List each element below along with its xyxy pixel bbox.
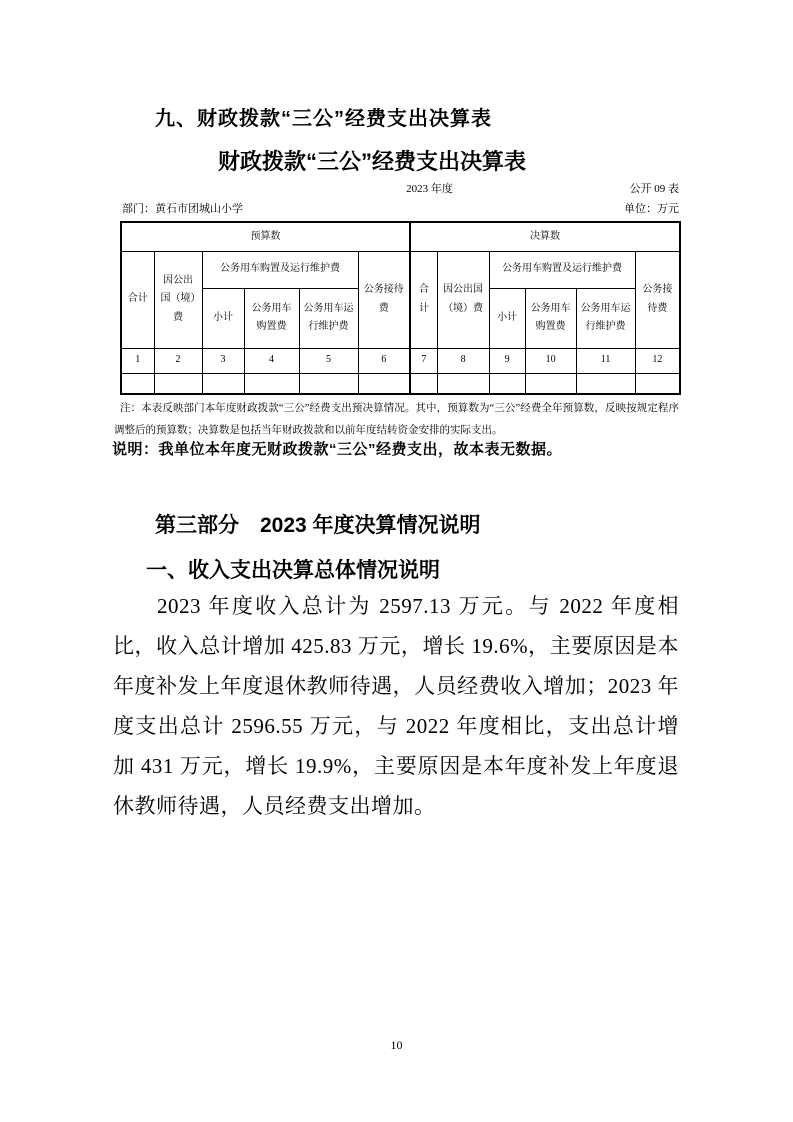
final-subtotal-header: 小计 (489, 288, 525, 348)
budget-reception-header: 公务接待费 (358, 251, 410, 348)
data-cell (525, 373, 576, 394)
no-data-statement: 说明：我单位本年度无财政拨款“三公”经费支出，故本表无数据。 (112, 441, 563, 458)
budget-vehicle-purchase-header: 公务用车购置费 (244, 288, 299, 348)
col-number: 12 (635, 348, 680, 373)
data-cell (299, 373, 358, 394)
data-cell (358, 373, 410, 394)
final-group-header: 决算数 (410, 222, 680, 251)
data-cell (121, 373, 154, 394)
data-cell (244, 373, 299, 394)
col-number: 6 (358, 348, 410, 373)
final-vehicle-purchase-header: 公务用车购置费 (525, 288, 576, 348)
budget-total-header: 合计 (121, 251, 154, 348)
column-number-row (121, 348, 680, 373)
data-cell (154, 373, 202, 394)
col-number: 2 (154, 348, 202, 373)
data-cell (410, 373, 437, 394)
table-note: 注：本表反映部门本年度财政拨款“三公”经费支出预决算情况。其中，预算数为“三公”经费全年预算数，反映按规定程序调整后的预算数；决算数是包括当年财政拨款和以前年度结转资金安排的实际支出。 (114, 403, 679, 436)
col-number: 4 (244, 348, 299, 373)
col-number: 11 (576, 348, 635, 373)
final-total-header: 合计 (410, 251, 437, 348)
final-abroad-header: 因公出国（境）费 (437, 251, 489, 348)
department-label: 部门：黄石市团城山小学 (122, 203, 243, 215)
budget-group-header: 预算数 (121, 222, 410, 251)
unit-label: 单位：万元 (624, 203, 679, 215)
budget-vehicle-group-header: 公务用车购置及运行维护费 (202, 251, 358, 288)
group-header-row (121, 222, 680, 251)
budget-vehicle-maintenance-header: 公务用车运行维护费 (299, 288, 358, 348)
final-vehicle-maintenance-header: 公务用车运行维护费 (576, 288, 635, 348)
data-cell (437, 373, 489, 394)
data-cell (489, 373, 525, 394)
table-year-label: 2023 年度 (406, 183, 453, 195)
empty-data-row (121, 373, 680, 394)
col-number: 9 (489, 348, 525, 373)
summary-paragraph: 2023 年度收入总计为 2597.13 万元。与 2022 年度相比，收入总计增加 425.83 万元，增长 19.6%，主要原因是本年度补发上年度退休教师待遇，人员经费收入增加；2023 年度支出总计 2596.55 万元，与 2022 年度相比，支出总计增加 431 万元，增长 19.9%，主要原因是本年度补发上年度退休教师待遇，人员经费支出增加。 (113, 594, 679, 818)
subsection-heading: 一、收入支出决算总体情况说明 (146, 559, 440, 582)
data-cell (202, 373, 244, 394)
col-number: 7 (410, 348, 437, 373)
col-number: 8 (437, 348, 489, 373)
col-number: 5 (299, 348, 358, 373)
data-cell (576, 373, 635, 394)
col-number: 3 (202, 348, 244, 373)
budget-subtotal-header: 小计 (202, 288, 244, 348)
col-number: 1 (121, 348, 154, 373)
page-number: 10 (390, 1038, 403, 1052)
final-vehicle-group-header: 公务用车购置及运行维护费 (489, 251, 635, 288)
section-title: 九、财政拨款“三公”经费支出决算表 (155, 108, 492, 130)
col-number: 10 (525, 348, 576, 373)
part3-heading: 第三部分 2023 年度决算情况说明 (155, 514, 481, 537)
table-code-label: 公开 09 表 (629, 183, 679, 195)
final-reception-header: 公务接待费 (635, 251, 680, 348)
data-cell (635, 373, 680, 394)
three-public-expense-table (120, 221, 681, 395)
table-title: 财政拨款“三公”经费支出决算表 (218, 149, 527, 174)
budget-abroad-header: 因公出国（境）费 (154, 251, 202, 348)
column-header-row (121, 251, 680, 288)
